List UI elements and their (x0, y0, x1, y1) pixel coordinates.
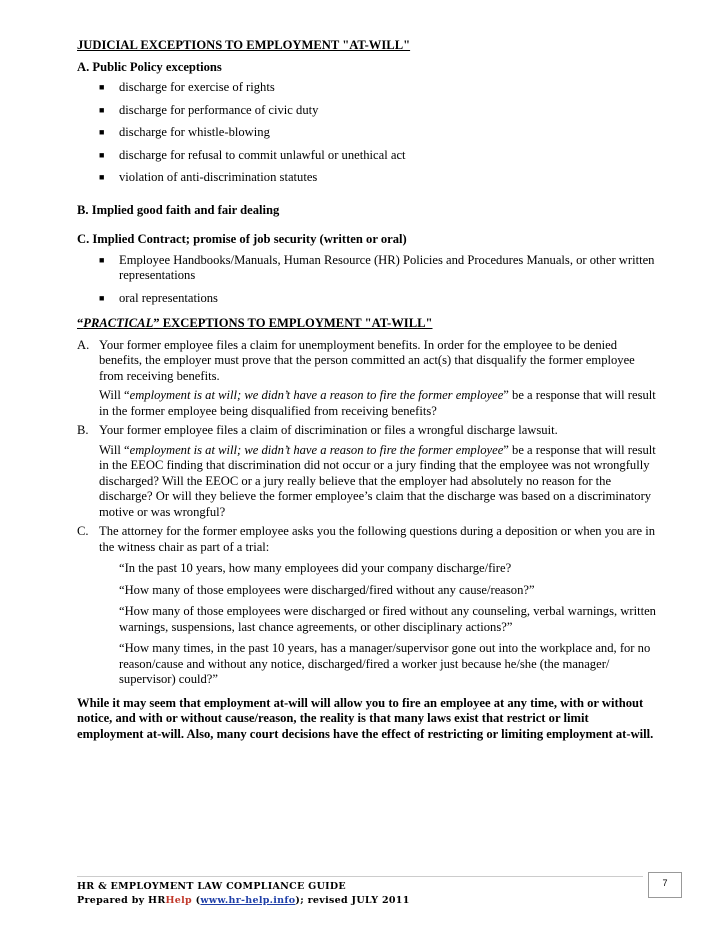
list-item: ■ Employee Handbooks/Manuals, Human Resource (HR) Policies and Procedures Manuals, or other written representations (99, 252, 655, 282)
bullet-icon: ■ (99, 127, 105, 137)
section-b-title: B. Implied good faith and fair dealing (77, 202, 280, 217)
section-a-title: A. Public Policy exceptions (77, 59, 222, 74)
deposition-question: “How many of those employees were discharged or fired without any counseling, verbal warnings, written warnings, suspensions, last chance agreements, or other disciplinary actions?” (119, 604, 656, 634)
bullet-icon: ■ (99, 82, 105, 92)
footer (77, 880, 410, 908)
public-policy-list (77, 80, 657, 186)
section-c-title: C. Implied Contract; promise of job security (written or oral) (77, 232, 407, 246)
practical-item-a: A. Your former employee files a claim for unemployment benefits. In order for the employee to be denied benefits, the employer must prove that the person committed an act(s) that disqualify the former employee from receiving benefits. (77, 337, 635, 383)
practical-item-c: C. The attorney for the former employee asks you the following questions during a deposition or when you are in the witness chair as part of a trial: (77, 524, 656, 554)
bullet-icon: ■ (99, 254, 105, 265)
footer-title: HR & EMPLOYMENT LAW COMPLIANCE GUIDE (77, 881, 346, 892)
deposition-question: “How many of those employees were discharged/fired without any cause/reason?” (119, 582, 535, 597)
deposition-question: “How many times, in the past 10 years, has a manager/supervisor gone out into the workplace and, for no reason/cause and without any notice, discharged/fired a worker just because he/she (the manager/ supervisor) could?” (119, 641, 651, 686)
page-number: 7 (648, 872, 682, 898)
practical-item-b: B. Your former employee files a claim of discrimination or files a wrongful discharge lawsuit. (77, 423, 558, 437)
bullet-icon: ■ (99, 172, 105, 182)
list-item: ■ discharge for whistle-blowing (99, 125, 270, 139)
document-page (77, 38, 657, 755)
conclusion-paragraph: While it may seem that employment at-will will allow you to fire an employee at any time, with or without notice, and with or without cause/reason, the reality is that many laws exist that restrict or limit employment at-will. Also, many court decisions have the effect of restricting or limiting employment at-will. (77, 695, 654, 741)
practical-item-b-question: Will “employment is at will; we didn’t have a reason to fire the former employee” be a response that will result in the EEOC finding that discrimination did not occur or a jury finding that the employee was not wrongfully discharged? Will the EEOC or a jury really believe that the employer had absolutely no reason for the discharge? Or will they believe the former employee’s claim that the discharge was based on a discriminatory motive or was wrongful? (99, 442, 656, 519)
footer-divider (77, 876, 643, 877)
bullet-icon: ■ (99, 104, 105, 115)
deposition-question: “In the past 10 years, how many employees did your company discharge/fire? (119, 561, 512, 575)
implied-contract-list (77, 253, 657, 307)
bullet-icon: ■ (99, 149, 105, 160)
bullet-icon: ■ (99, 292, 105, 303)
website-link[interactable]: www.hr-help.info (200, 895, 296, 906)
footer-prepared-by: Prepared by HRHelp (www.hr-help.info); revised JULY 2011 (77, 895, 410, 906)
judicial-heading: JUDICIAL EXCEPTIONS TO EMPLOYMENT "AT-WILL" (77, 38, 411, 52)
list-item: ■ discharge for refusal to commit unlawful or unethical act (99, 147, 406, 162)
list-item: ■ oral representations (99, 290, 218, 305)
practical-item-a-question: Will “employment is at will; we didn’t have a reason to fire the former employee” be a response that will result in the former employee being disqualified from receiving benefits? (99, 388, 656, 418)
list-item: ■ discharge for exercise of rights (99, 80, 275, 94)
list-item: ■ discharge for performance of civic duty (99, 102, 319, 117)
list-item: ■ violation of anti-discrimination statutes (99, 170, 318, 184)
practical-heading: “PRACTICAL” EXCEPTIONS TO EMPLOYMENT "AT-WILL" (77, 316, 433, 330)
